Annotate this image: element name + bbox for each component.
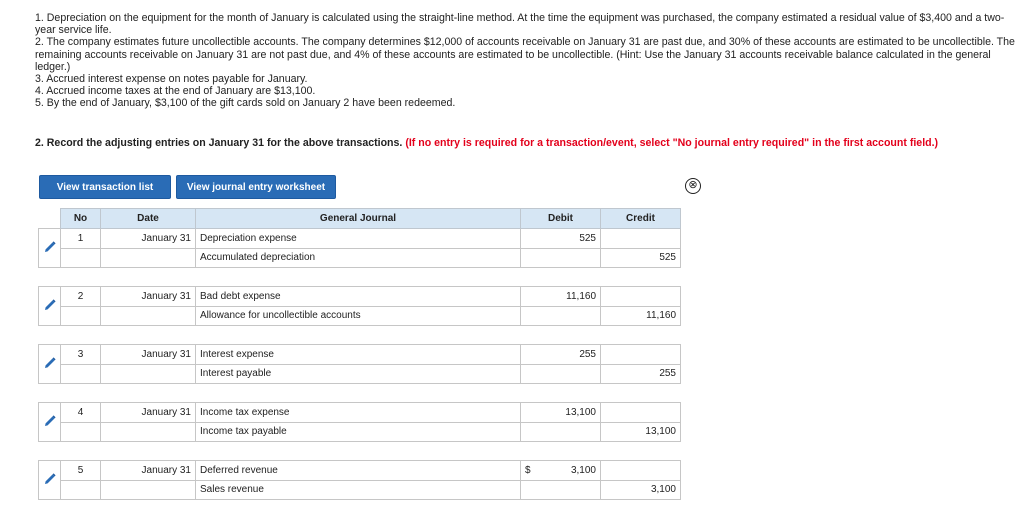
journal-body	[39, 229, 681, 500]
entry-no-empty	[61, 364, 101, 384]
entry-no-empty	[61, 306, 101, 326]
entry-debit-empty	[521, 480, 601, 500]
entry-debit-account: Bad debt expense	[196, 287, 521, 307]
entry-credit-account: Interest payable	[196, 364, 521, 384]
journal-entry-row	[39, 229, 681, 249]
entry-date-empty	[101, 248, 196, 268]
edit-entry-button[interactable]	[39, 287, 61, 326]
header-general-journal: General Journal	[196, 209, 521, 229]
requirement	[35, 137, 1020, 149]
entry-date: January 31	[101, 403, 196, 423]
journal-entry-credit-row	[39, 248, 681, 268]
requirement-text: 2. Record the adjusting entries on January 31 for the above transactions.	[35, 137, 403, 149]
journal-entry-row	[39, 461, 681, 481]
edit-entry-button[interactable]	[39, 461, 61, 500]
entry-debit-empty	[521, 364, 601, 384]
entry-date-empty	[101, 422, 196, 442]
edit-entry-button[interactable]	[39, 403, 61, 442]
entry-credit-amount: 255	[601, 364, 681, 384]
entry-credit-empty	[601, 287, 681, 307]
instruction-5: 5. By the end of January, $3,100 of the gift cards sold on January 2 have been redeemed.	[35, 97, 456, 110]
entry-date: January 31	[101, 229, 196, 249]
journal-header-row	[39, 209, 681, 229]
entry-no: 5	[61, 461, 101, 481]
entry-debit-amount: 13,100	[565, 406, 596, 418]
entry-credit-account: Income tax payable	[196, 422, 521, 442]
journal-entry-credit-row	[39, 480, 681, 500]
entry-date: January 31	[101, 461, 196, 481]
journal-entry-row	[39, 403, 681, 423]
spacer-cell	[39, 442, 681, 461]
entry-spacer	[39, 384, 681, 403]
entry-no-empty	[61, 480, 101, 500]
instruction-2: 2. The company estimates future uncollectible accounts. The company determines $12,000 of accounts receivable on January 31 are past due, and 30% of these accounts are estimated to be uncollectible. The remaining accounts receivable on January 31 are not past due, and 4% of these accounts are estimated to be uncollectible. (Hint: Use the January 31 accounts receivable balance calculated in the general ledger.)	[35, 36, 1015, 73]
spacer-cell	[39, 268, 681, 287]
entry-debit-amount: 3,100	[570, 464, 596, 476]
entry-debit-cell	[521, 461, 601, 481]
entry-debit-cell	[521, 403, 601, 423]
entry-debit-cell	[521, 345, 601, 365]
entry-debit-account: Interest expense	[196, 345, 521, 365]
entry-credit-account: Sales revenue	[196, 480, 521, 500]
instruction-3: 3. Accrued interest expense on notes payable for January.	[35, 73, 308, 86]
entry-no-empty	[61, 422, 101, 442]
journal-entry-row	[39, 287, 681, 307]
entry-spacer	[39, 326, 681, 345]
pencil-icon	[44, 473, 56, 485]
entry-credit-amount: 3,100	[601, 480, 681, 500]
entry-spacer	[39, 442, 681, 461]
entry-no: 2	[61, 287, 101, 307]
header-credit: Credit	[601, 209, 681, 229]
entry-debit-amount: 11,160	[566, 290, 596, 302]
view-journal-worksheet-button[interactable]: View journal entry worksheet	[176, 175, 336, 199]
entry-credit-empty	[601, 345, 681, 365]
requirement-note: (If no entry is required for a transaction/event, select "No journal entry required" in the first account field.)	[405, 137, 939, 149]
entry-date-empty	[101, 480, 196, 500]
pencil-icon	[44, 415, 56, 427]
spacer-cell	[39, 326, 681, 345]
view-transaction-list-button[interactable]: View transaction list	[39, 175, 171, 199]
instructions	[35, 12, 1020, 110]
entry-debit-empty	[521, 306, 601, 326]
instruction-4: 4. Accrued income taxes at the end of January are $13,100.	[35, 85, 316, 98]
entry-debit-cell	[521, 229, 601, 249]
edit-entry-button[interactable]	[39, 345, 61, 384]
entry-debit-account: Deferred revenue	[196, 461, 521, 481]
entry-debit-account: Depreciation expense	[196, 229, 521, 249]
entry-credit-empty	[601, 229, 681, 249]
entry-date-empty	[101, 364, 196, 384]
dollar-sign: $	[525, 464, 531, 476]
entry-debit-account: Income tax expense	[196, 403, 521, 423]
journal-entry-row	[39, 345, 681, 365]
pencil-icon	[44, 241, 56, 253]
entry-debit-amount: 255	[579, 348, 596, 360]
close-icon[interactable]: ⊗	[685, 178, 701, 194]
entry-credit-account: Allowance for uncollectible accounts	[196, 306, 521, 326]
edit-entry-button[interactable]	[39, 229, 61, 268]
pencil-icon	[44, 299, 56, 311]
entry-no: 3	[61, 345, 101, 365]
journal-entry-credit-row	[39, 364, 681, 384]
entry-spacer	[39, 268, 681, 287]
entry-credit-amount: 11,160	[601, 306, 681, 326]
entry-credit-empty	[601, 461, 681, 481]
entry-date: January 31	[101, 287, 196, 307]
instruction-1: 1. Depreciation on the equipment for the month of January is calculated using the straight-line method. At the time the equipment was purchased, the company estimated a residual value of $3,400 and a two-year service life.	[35, 12, 1005, 37]
header-no: No	[61, 209, 101, 229]
header-date: Date	[101, 209, 196, 229]
entry-no-empty	[61, 248, 101, 268]
entry-debit-cell	[521, 287, 601, 307]
entry-credit-amount: 13,100	[601, 422, 681, 442]
entry-credit-amount: 525	[601, 248, 681, 268]
entry-no: 1	[61, 229, 101, 249]
entry-date: January 31	[101, 345, 196, 365]
spacer-cell	[39, 384, 681, 403]
pencil-icon	[44, 357, 56, 369]
journal-entry-credit-row	[39, 422, 681, 442]
entry-credit-account: Accumulated depreciation	[196, 248, 521, 268]
entry-date-empty	[101, 306, 196, 326]
entry-debit-amount: 525	[579, 232, 596, 244]
entry-debit-empty	[521, 248, 601, 268]
entry-debit-empty	[521, 422, 601, 442]
header-debit: Debit	[521, 209, 601, 229]
entry-credit-empty	[601, 403, 681, 423]
journal-table	[38, 208, 681, 500]
journal-entry-credit-row	[39, 306, 681, 326]
edit-col-header	[39, 209, 61, 229]
entry-no: 4	[61, 403, 101, 423]
